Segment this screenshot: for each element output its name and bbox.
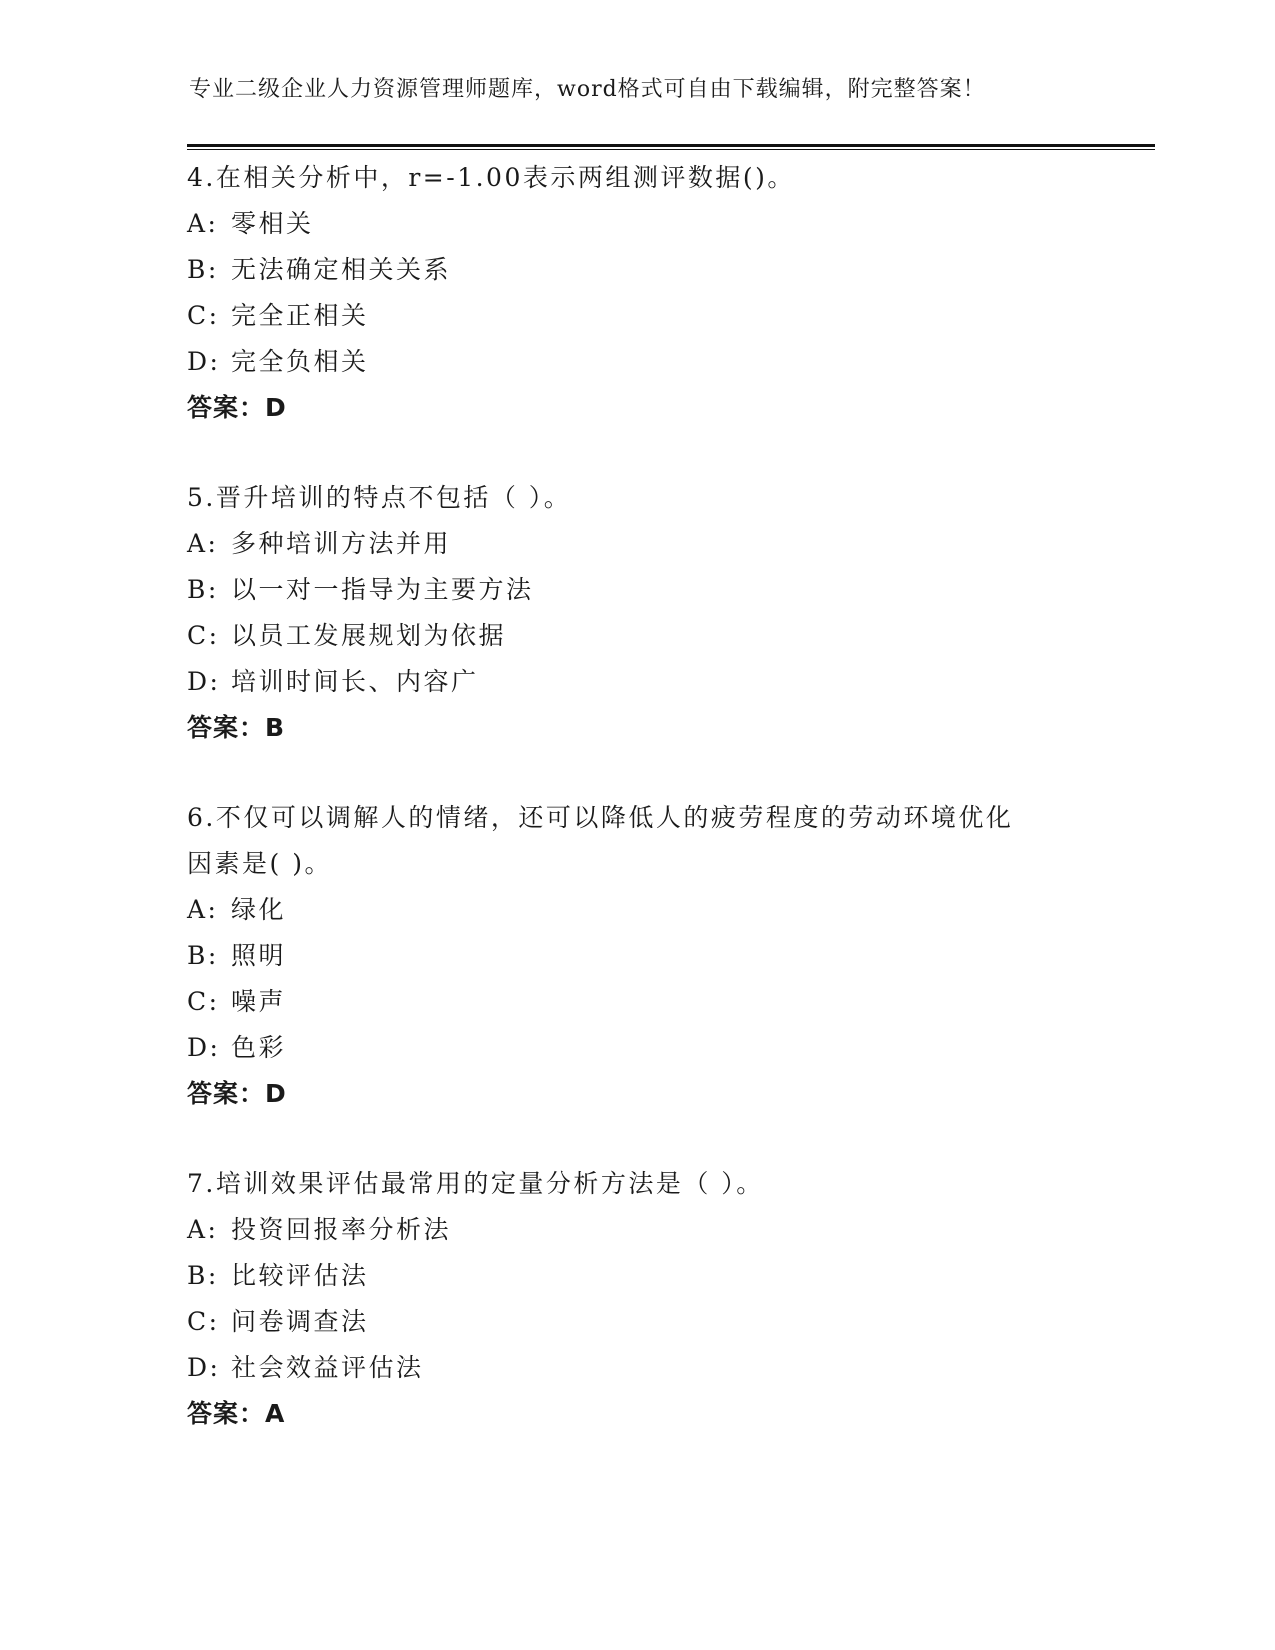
option-item — [187, 1345, 1087, 1391]
option-item — [187, 933, 1087, 979]
option-item — [187, 887, 1087, 933]
option-text: 比较评估法 — [231, 1261, 369, 1290]
option-item — [187, 201, 1087, 247]
option-text: 照明 — [231, 941, 287, 970]
option-letter: B: — [187, 1261, 219, 1290]
option-letter: D: — [187, 667, 221, 696]
option-item — [187, 521, 1087, 567]
question-stem: 7.培训效果评估最常用的定量分析方法是（ ）。 — [187, 1169, 764, 1198]
option-letter: B: — [187, 941, 219, 970]
question-list — [187, 155, 1087, 1481]
question-stem: 6.不仅可以调解人的情绪，还可以降低人的疲劳程度的劳动环境优化因素是( )。 — [187, 803, 1014, 878]
answer-line: 答案：D — [187, 1079, 287, 1108]
option-item — [187, 1253, 1087, 1299]
option-text: 零相关 — [231, 209, 314, 238]
question-stem: 4.在相关分析中，r=-1.00表示两组测评数据()。 — [187, 163, 795, 192]
option-item — [187, 613, 1087, 659]
question-block — [187, 155, 1087, 431]
option-text: 培训时间长、内容广 — [231, 667, 479, 696]
option-item — [187, 659, 1087, 705]
option-text: 多种培训方法并用 — [231, 529, 452, 558]
option-item — [187, 247, 1087, 293]
option-text: 完全正相关 — [231, 301, 369, 330]
option-letter: D: — [187, 1353, 221, 1382]
question-block — [187, 795, 1087, 1117]
answer-line: 答案：A — [187, 1399, 286, 1428]
option-text: 以一对一指导为主要方法 — [231, 575, 534, 604]
option-letter: A: — [187, 1215, 219, 1244]
option-text: 问卷调查法 — [231, 1307, 369, 1336]
option-item — [187, 339, 1087, 385]
option-letter: C: — [187, 987, 220, 1016]
option-item — [187, 1025, 1087, 1071]
option-letter: B: — [187, 255, 219, 284]
header-divider-thin — [187, 149, 1155, 150]
option-letter: D: — [187, 347, 221, 376]
option-item — [187, 979, 1087, 1025]
option-item — [187, 1299, 1087, 1345]
page-header-title: 专业二级企业人力资源管理师题库，word格式可自由下载编辑，附完整答案！ — [189, 77, 986, 102]
option-letter: A: — [187, 209, 219, 238]
option-item — [187, 1207, 1087, 1253]
option-text: 以员工发展规划为依据 — [231, 621, 507, 650]
option-text: 绿化 — [231, 895, 287, 924]
option-text: 无法确定相关关系 — [231, 255, 452, 284]
option-letter: D: — [187, 1033, 221, 1062]
option-letter: A: — [187, 895, 219, 924]
option-text: 色彩 — [231, 1033, 287, 1062]
option-letter: C: — [187, 1307, 220, 1336]
option-text: 社会效益评估法 — [231, 1353, 424, 1382]
option-item — [187, 293, 1087, 339]
header-divider-thick — [187, 144, 1155, 147]
answer-line: 答案：B — [187, 713, 286, 742]
option-letter: C: — [187, 301, 220, 330]
option-text: 噪声 — [231, 987, 287, 1016]
option-text: 投资回报率分析法 — [231, 1215, 452, 1244]
header-divider — [187, 144, 1155, 150]
option-text: 完全负相关 — [231, 347, 369, 376]
question-stem: 5.晋升培训的特点不包括（ ）。 — [187, 483, 572, 512]
option-letter: A: — [187, 529, 219, 558]
answer-line: 答案：D — [187, 393, 287, 422]
option-item — [187, 567, 1087, 613]
option-letter: B: — [187, 575, 219, 604]
option-letter: C: — [187, 621, 220, 650]
question-block — [187, 475, 1087, 751]
question-block — [187, 1161, 1087, 1437]
